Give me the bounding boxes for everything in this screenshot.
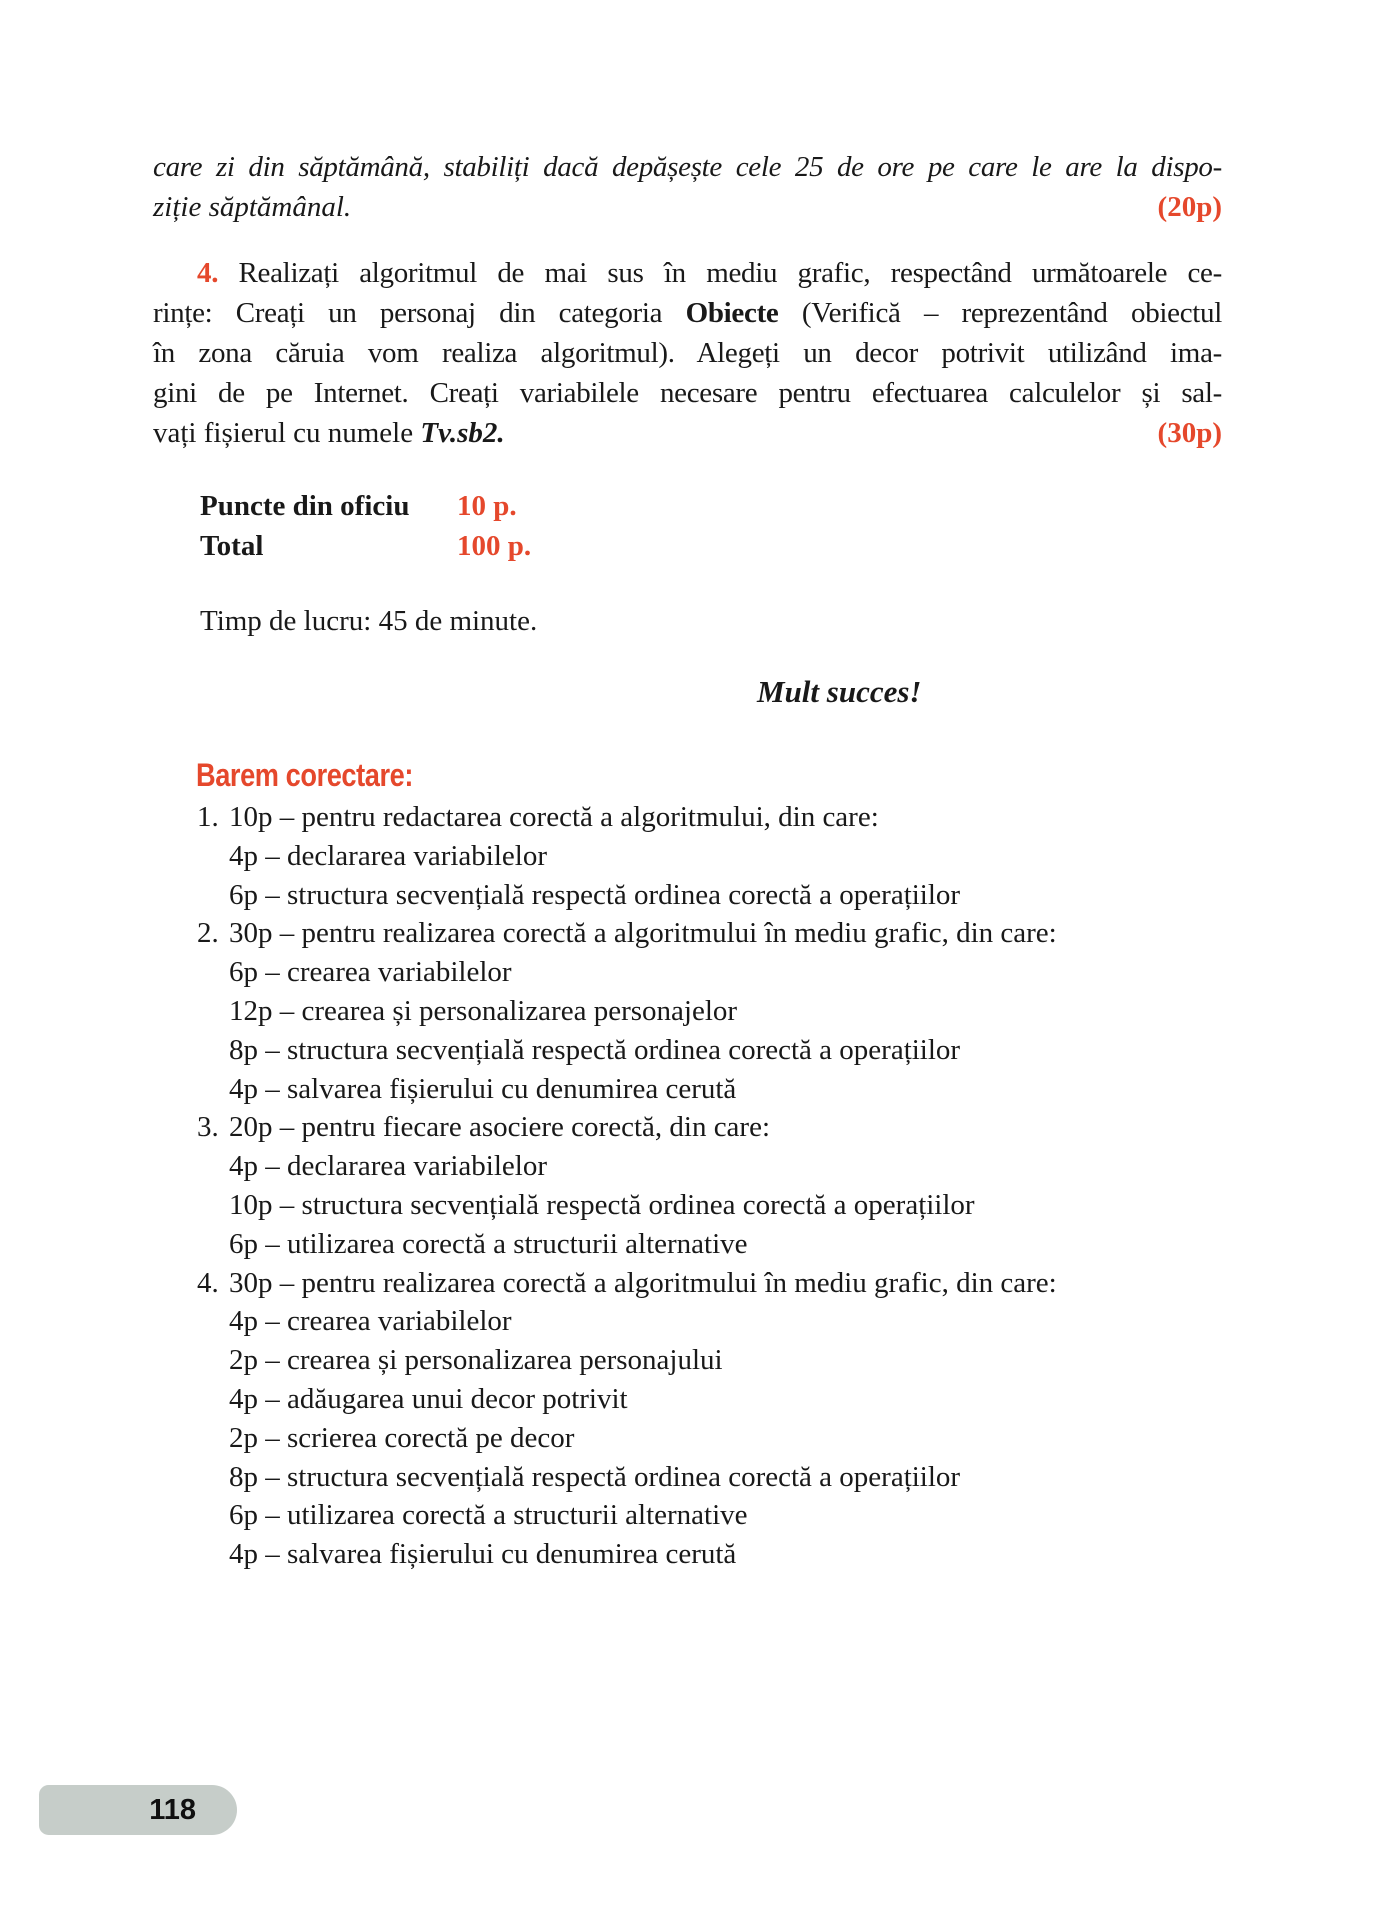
barem-item-text: 6p – structura secvențială respectă ordinea corectă a operațiilor (229, 878, 961, 911)
score-value-total: 100 p. (457, 530, 532, 562)
barem-item-number: 3. (197, 1111, 219, 1144)
barem-item (153, 837, 1222, 876)
barem-item-text: 2p – scrierea corectă pe decor (229, 1421, 575, 1454)
task4-line-4-text: gini de pe Internet. Creați variabilele necesare pentru efectuarea calculelor și sal- (153, 377, 1222, 409)
intro-line-1 (153, 147, 1222, 187)
barem-item-text: 8p – structura secvențială respectă ordinea corectă a operațiilor (229, 1460, 961, 1493)
task4-line-2-part3: (Verifică – reprezentând obiectul (778, 297, 1223, 329)
intro-line-1-text: care zi din săptămână, stabiliți dacă depășește cele 25 de ore pe care le are la dispo- (153, 151, 1222, 183)
score-label-oficiu: Puncte din oficiu (200, 490, 410, 522)
barem-item-number: 2. (197, 917, 219, 950)
score-table (153, 486, 1222, 566)
points-label-30p: (30p) (1157, 417, 1222, 449)
score-value-oficiu: 10 p. (457, 490, 517, 522)
score-row-oficiu (153, 486, 1222, 526)
task4-line-1-text: Realizați algoritmul de mai sus în mediu grafic, respectând următoarele ce- (238, 257, 1222, 289)
task4-number: 4. (197, 257, 219, 289)
task4-line-5 (153, 413, 1222, 453)
barem-item (153, 1070, 1222, 1109)
task4-line-5-text: vați fișierul cu numele (153, 417, 421, 449)
work-time (153, 601, 1222, 641)
barem-item (153, 1108, 1222, 1147)
barem-item (153, 1031, 1222, 1070)
intro-line-2-text: ziție săptămânal. (153, 191, 352, 223)
barem-item (153, 1225, 1222, 1264)
task4-line-2-bold: Obiecte (685, 297, 779, 329)
barem-list (153, 798, 1222, 1574)
task4-line-1 (153, 253, 1222, 293)
task4-line-4 (153, 373, 1222, 413)
barem-item (153, 992, 1222, 1031)
barem-item-text: 4p – salvarea fișierului cu denumirea cerută (229, 1538, 737, 1571)
barem-item-number: 4. (197, 1266, 219, 1299)
barem-item (153, 1458, 1222, 1497)
success-message: Mult succes! (757, 674, 922, 709)
task4-line-2-part1: rințe: Creați un personaj din categoria (153, 297, 686, 329)
barem-heading: Barem corectare: (196, 757, 413, 793)
task4-paragraph (153, 253, 1222, 453)
barem-item (153, 1341, 1222, 1380)
barem-item-text: 4p – crearea variabilelor (229, 1305, 512, 1338)
barem-item (153, 1186, 1222, 1225)
barem-item-text: 4p – adăugarea unui decor potrivit (229, 1382, 628, 1415)
barem-item (153, 1380, 1222, 1419)
barem-item (153, 1419, 1222, 1458)
barem-item (153, 1147, 1222, 1186)
task4-line-3-text: în zona căruia vom realiza algoritmul). Alegeți un decor potrivit utilizând ima- (153, 337, 1222, 369)
barem-item (153, 798, 1222, 837)
barem-item-text: 4p – declararea variabilelor (229, 839, 548, 872)
barem-item-text: 30p – pentru realizarea corectă a algoritmului în mediu grafic, din care: (229, 1266, 1057, 1299)
barem-item-text: 8p – structura secvențială respectă ordinea corectă a operațiilor (229, 1033, 961, 1066)
page-number-badge (39, 1785, 237, 1835)
work-time-text: Timp de lucru: 45 de minute. (200, 605, 538, 637)
score-label-total: Total (200, 530, 264, 562)
barem-item (153, 914, 1222, 953)
barem-item-text: 4p – salvarea fișierului cu denumirea cerută (229, 1072, 737, 1105)
score-row-total (153, 526, 1222, 566)
task4-line-3 (153, 333, 1222, 373)
barem-item-text: 20p – pentru fiecare asociere corectă, din care: (229, 1111, 771, 1144)
barem-item-text: 6p – utilizarea corectă a structurii alternative (229, 1499, 748, 1532)
barem-item-text: 4p – declararea variabilelor (229, 1150, 548, 1183)
barem-item (153, 1535, 1222, 1574)
barem-item (153, 1302, 1222, 1341)
points-label-20p: (20p) (1157, 191, 1222, 223)
barem-item-text: 12p – crearea și personalizarea personajelor (229, 994, 738, 1027)
barem-item (153, 876, 1222, 915)
barem-item-number: 1. (197, 801, 219, 833)
barem-item-text: 10p – structura secvențială respectă ordinea corectă a operațiilor (229, 1188, 975, 1221)
page-number: 118 (149, 1794, 196, 1826)
barem-item-text: 6p – utilizarea corectă a structurii alternative (229, 1227, 748, 1260)
intro-line-2 (153, 187, 1222, 227)
task4-line-2 (153, 293, 1222, 333)
barem-item-text: 10p – pentru redactarea corectă a algoritmului, din care: (229, 801, 879, 833)
barem-item-text: 30p – pentru realizarea corectă a algoritmului în mediu grafic, din care: (229, 917, 1057, 950)
task4-filename: Tv.sb2. (420, 417, 505, 449)
barem-item (153, 1496, 1222, 1535)
barem-item (153, 953, 1222, 992)
task4-line-5-left (153, 413, 505, 453)
barem-item (153, 1264, 1222, 1303)
intro-paragraph (153, 147, 1222, 227)
barem-item-text: 6p – crearea variabilelor (229, 956, 512, 989)
barem-item-text: 2p – crearea și personalizarea personajului (229, 1344, 723, 1377)
